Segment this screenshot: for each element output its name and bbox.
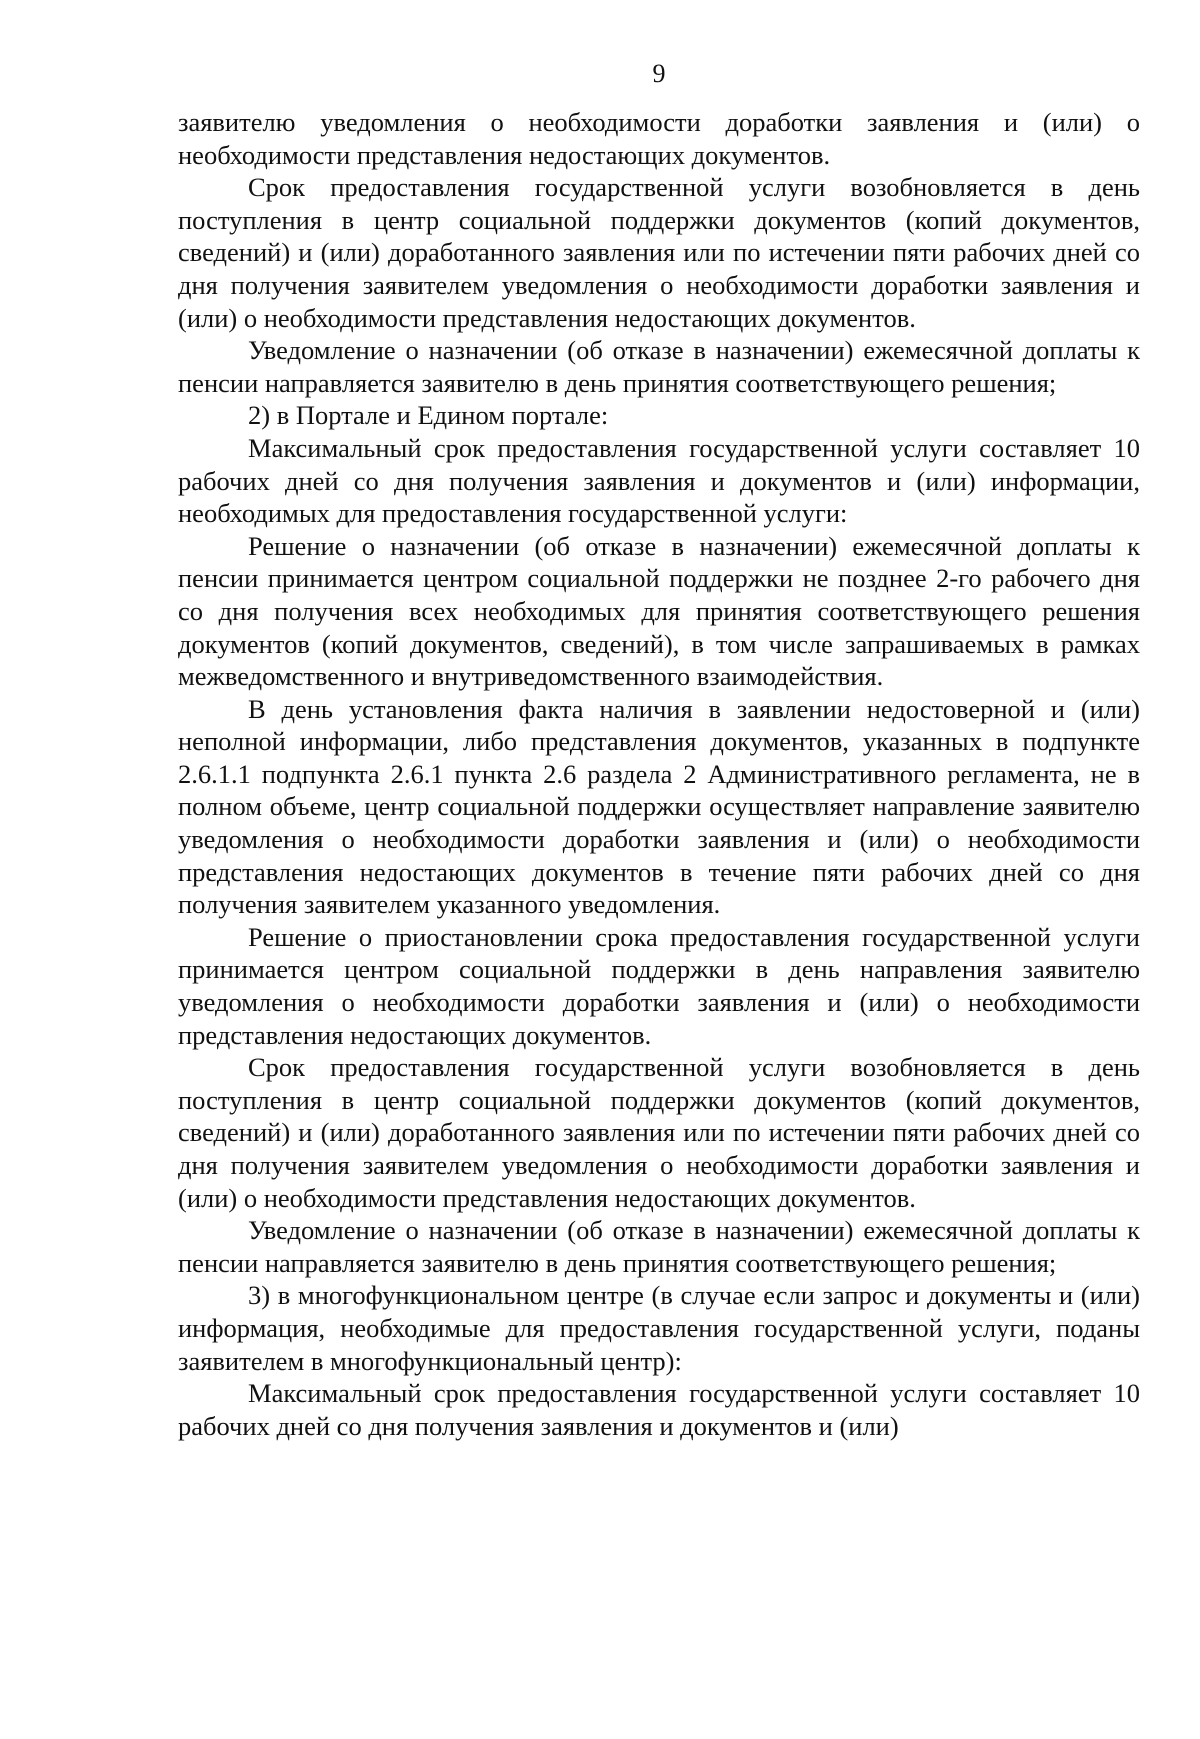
paragraph-2: Срок предоставления государственной услуги возобновляется в день поступления в центр социальной поддержки документов (копий документов, сведений) и (или) доработанного заявления или по истечении пяти рабочих дней со дня получения заявителем уведомления о необходимости доработки заявления и (или) о необходимости представления недостающих документов. xyxy=(178,172,1140,333)
paragraph-10: Уведомление о назначении (об отказе в назначении) ежемесячной доплаты к пенсии направляется заявителю в день принятия соответствующего решения; xyxy=(178,1215,1140,1278)
paragraph-6: Решение о назначении (об отказе в назначении) ежемесячной доплаты к пенсии принимается центром социальной поддержки не позднее 2-го рабочего дня со дня получения всех необходимых для принятия соответствующего решения документов (копий документов, сведений), в том числе запрашиваемых в рамках межведомственного и внутриведомственного взаимодействия. xyxy=(178,530,1140,692)
paragraph-3: Уведомление о назначении (об отказе в назначении) ежемесячной доплаты к пенсии направляется заявителю в день принятия соответствующего решения; xyxy=(178,335,1140,398)
paragraph-8: Решение о приостановлении срока предоставления государственной услуги принимается центром социальной поддержки в день направления заявителю уведомления о необходимости доработки заявления и (или) о необходимости представления недостающих документов. xyxy=(178,921,1140,1050)
paragraph-1: заявителю уведомления о необходимости доработки заявления и (или) о необходимости представления недостающих документов. xyxy=(178,107,1140,170)
page-number: 9 xyxy=(652,59,666,88)
paragraph-11: 3) в многофункциональном центре (в случае если запрос и документы и (или) информация, необходимые для предоставления государственной услуги, поданы заявителем в многофункциональный центр): xyxy=(178,1280,1140,1376)
paragraph-7: В день установления факта наличия в заявлении недостоверной и (или) неполной информации, либо представления документов, указанных в подпункте 2.6.1.1 подпункта 2.6.1 пункта 2.6 раздела 2 Административного регламента, не в полном объеме, центр социальной поддержки осуществляет направление заявителю уведомления о необходимости доработки заявления и (или) о необходимости представления недостающих документов в течение пяти рабочих дней со дня получения заявителем указанного уведомления. xyxy=(178,693,1140,920)
paragraph-4: 2) в Портале и Едином портале: xyxy=(248,400,609,431)
paragraph-9: Срок предоставления государственной услуги возобновляется в день поступления в центр социальной поддержки документов (копий документов, сведений) и (или) доработанного заявления или по истечении пяти рабочих дней со дня получения заявителем уведомления о необходимости доработки заявления и (или) о необходимости представления недостающих документов. xyxy=(178,1052,1140,1213)
paragraph-12: Максимальный срок предоставления государственной услуги составляет 10 рабочих дней со дня получения заявления и документов и (или) xyxy=(178,1378,1140,1441)
document-body xyxy=(178,106,1140,1442)
paragraph-5: Максимальный срок предоставления государственной услуги составляет 10 рабочих дней со дня получения заявления и документов и (или) информации, необходимых для предоставления государственной услуги: xyxy=(178,432,1140,529)
